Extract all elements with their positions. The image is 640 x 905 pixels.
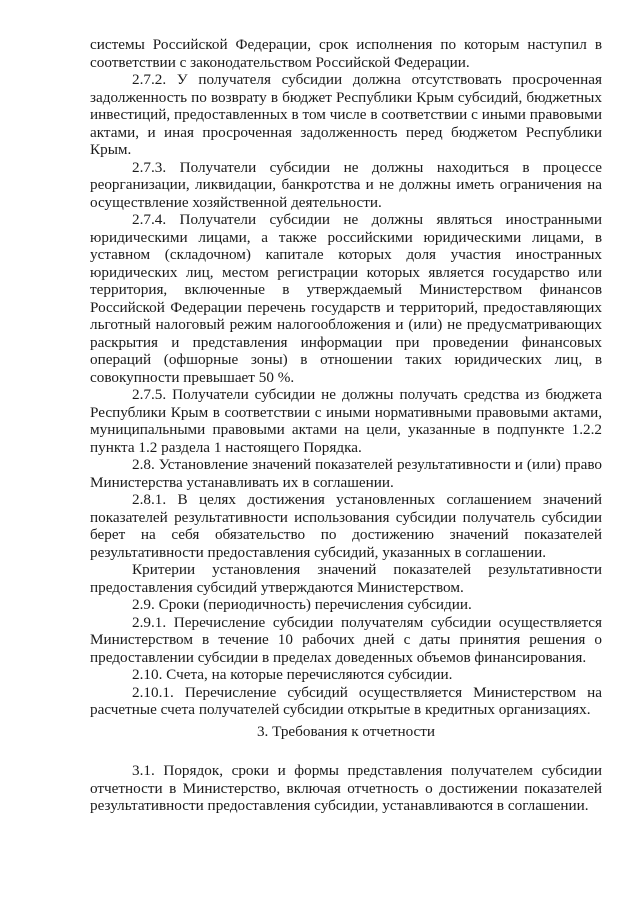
paragraph-2-7-5: 2.7.5. Получатели субсидии не должны получать средства из бюджета Республики Крым в соответствии с иными нормативными правовыми актами, муниципальными правовыми актами на цели, указанные в подпункте 1.2.2 пункта 1.2 раздела 1 настоящего Порядка. <box>90 386 602 456</box>
paragraph-2-10-1: 2.10.1. Перечисление субсидий осуществляется Министерством на расчетные счета получателей субсидии открытые в кредитных организациях. <box>90 683 602 718</box>
paragraph-continuation: системы Российской Федерации, срок исполнения по которым наступил в соответствии с законодательством Российской Федерации. <box>90 36 602 71</box>
paragraph-criteria: Критерии установления значений показателей результативности предоставления субсидий утверждаются Министерством. <box>90 561 602 596</box>
paragraph-2-7-4: 2.7.4. Получатели субсидии не должны являться иностранными юридическими лицами, а также российскими юридическими лицами, в уставном (складочном) капитале которых доля участия иностранных юридических лиц, местом регистрации которых является государство или территория, включенные в утверждаемый Министерством финансов Российской Федерации перечень государств и территорий, предоставляющих льготный налоговый режим налогообложения и (или) не предусматривающих раскрытия и представления информации при проведении финансовых операций (офшорные зоны) в отношении таких юридических лиц, в совокупности превышает 50 %. <box>90 211 602 386</box>
paragraph-2-8: 2.8. Установление значений показателей результативности и (или) право Министерства устанавливать их в соглашении. <box>90 456 602 491</box>
paragraph-2-9: 2.9. Сроки (периодичность) перечисления субсидии. <box>132 596 472 613</box>
paragraph-3-1: 3.1. Порядок, сроки и формы представления получателем субсидии отчетности в Министерство, включая отчетность о достижении показателей результативности предоставления субсидии, устанавливаются в соглашении. <box>90 762 602 814</box>
paragraph-2-8-1: 2.8.1. В целях достижения установленных соглашением значений показателей результативности использования субсидии получатель субсидии берет на себя обязательство по достижению значений показателей результативности предоставления субсидий, указанных в соглашении. <box>90 491 602 561</box>
paragraph-2-7-2: 2.7.2. У получателя субсидии должна отсутствовать просроченная задолженность по возврату в бюджет Республики Крым субсидий, бюджетных инвестиций, предоставленных в том числе в соответствии с иными правовыми актами, и иная просроченная задолженность перед бюджетом Республики Крым. <box>90 71 602 158</box>
section-heading: 3. Требования к отчетности <box>256 722 436 740</box>
paragraph-2-9-1: 2.9.1. Перечисление субсидии получателям субсидии осуществляется Министерством в течение 10 рабочих дней с даты принятия решения о предоставлении субсидии в пределах доведенных объемов финансирования. <box>90 613 602 666</box>
paragraph-2-10: 2.10. Счета, на которые перечисляются субсидии. <box>132 666 453 683</box>
paragraph-2-7-3: 2.7.3. Получатели субсидии не должны находиться в процессе реорганизации, ликвидации, банкротства и не должны иметь ограничения на осуществление хозяйственной деятельности. <box>90 158 602 211</box>
